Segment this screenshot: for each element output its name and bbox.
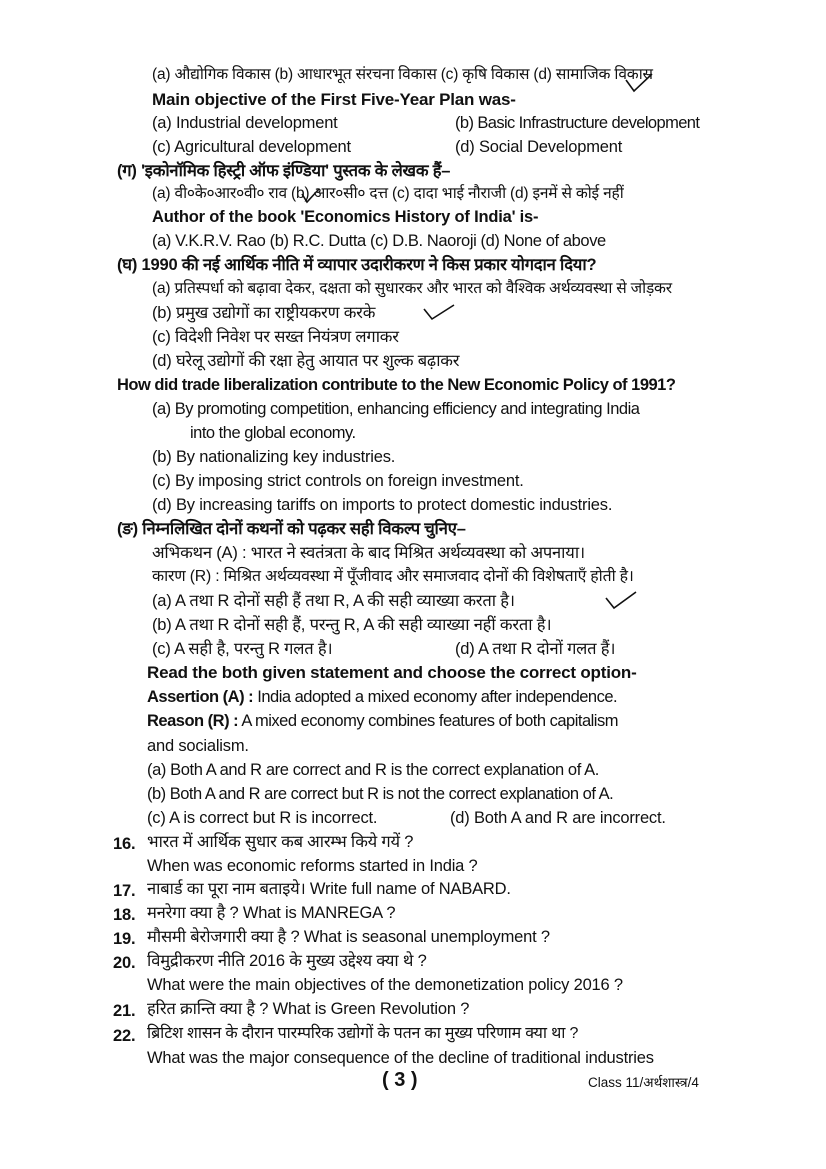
check-mark-icon [624, 72, 654, 94]
ka-english-heading: Main objective of the First Five-Year Plan was- [152, 90, 516, 109]
reason-label: Reason (R) : [147, 712, 239, 730]
gha-english-option-b: (b) By nationalizing key industries. [152, 448, 396, 466]
gha-english-option-d: (d) By increasing tariffs on imports to protect domestic industries. [152, 496, 613, 514]
question-19: मौसमी बेरोजगारी क्या है ? What is seasonal unemployment ? [147, 928, 550, 946]
gha-question-english: How did trade liberalization contribute to the New Economic Policy of 1991? [117, 376, 676, 394]
question-20-english: What were the main objectives of the demonetization policy 2016 ? [147, 976, 623, 994]
nga-assertion-english [147, 686, 617, 708]
ga-question-english: Author of the book 'Economics History of India' is- [152, 208, 539, 226]
gha-hindi-option-d: (d) घरेलू उद्योगों की रक्षा हेतु आयात पर शुल्क बढ़ाकर [152, 352, 460, 370]
ka-hindi-options: (a) औद्योगिक विकास (b) आधारभूत संरचना विकास (c) कृषि विकास (d) सामाजिक विकास [152, 66, 653, 83]
nga-english-option-b: (b) Both A and R are correct but R is not the correct explanation of A. [147, 785, 614, 803]
ga-question-hindi: (ग) 'इकोनॉमिक हिस्ट्री ऑफ इंण्डिया' पुस्तक के लेखक हैं– [117, 162, 451, 180]
ka-option-d: (d) Social Development [455, 138, 623, 156]
question-number: 20. [113, 954, 136, 972]
nga-question-english: Read the both given statement and choose the correct option- [147, 663, 637, 682]
nga-hindi-option-b: (b) A तथा R दोनों सही हैं, परन्तु R, A की सही व्याख्या नहीं करता है। [152, 616, 552, 634]
check-mark-icon [300, 188, 320, 204]
nga-english-option-a: (a) Both A and R are correct and R is the correct explanation of A. [147, 761, 599, 779]
ga-english-options: (a) V.K.R.V. Rao (b) R.C. Dutta (c) D.B. Naoroji (d) None of above [152, 232, 606, 250]
nga-hindi-option-d: (d) A तथा R दोनों गलत हैं। [455, 640, 616, 658]
check-mark-icon [422, 303, 456, 321]
gha-english-option-a-cont: into the global economy. [190, 424, 356, 442]
question-22-hindi: ब्रिटिश शासन के दौरान पारम्परिक उद्योगों के पतन का मुख्य परिणाम क्या था ? [147, 1025, 579, 1042]
question-number: 16. [113, 835, 136, 853]
gha-question-hindi: (घ) 1990 की नई आर्थिक नीति में व्यापार उदारीकरण ने किस प्रकार योगदान दिया? [117, 256, 597, 274]
nga-english-option-c: (c) A is correct but R is incorrect. [147, 809, 378, 827]
nga-reason-english-cont: and socialism. [147, 737, 249, 755]
ka-option-c: (c) Agricultural development [152, 138, 351, 156]
reason-text: A mixed economy combines features of both capitalism [238, 712, 618, 730]
question-16-hindi: भारत में आर्थिक सुधार कब आरम्भ किये गयें ? [147, 833, 414, 851]
nga-assertion-hindi: अभिकथन (A) : भारत ने स्वतंत्रता के बाद मिश्रित अर्थव्यवस्था को अपनाया। [152, 544, 585, 562]
question-21: हरित क्रान्ति क्या है ? What is Green Revolution ? [147, 1000, 470, 1018]
gha-hindi-option-c: (c) विदेशी निवेश पर सख्त नियंत्रण लगाकर [152, 328, 399, 346]
question-number: 18. [113, 906, 136, 924]
question-18: मनरेगा क्या है ? What is MANREGA ? [147, 904, 396, 922]
assertion-label: Assertion (A) : [147, 688, 254, 706]
nga-reason-english [147, 710, 618, 732]
question-number: 17. [113, 882, 136, 900]
question-number: 19. [113, 930, 136, 948]
question-number: 21. [113, 1002, 136, 1020]
gha-english-option-a: (a) By promoting competition, enhancing efficiency and integrating India [152, 400, 640, 418]
question-20-hindi: विमुद्रीकरण नीति 2016 के मुख्य उद्देश्य क्या थे ? [147, 952, 427, 970]
check-mark-icon [604, 590, 638, 610]
class-label: Class 11/अर्थशास्त्र/4 [588, 1075, 699, 1090]
ga-hindi-options: (a) वी०के०आर०वी० राव (b) आर०सी० दत्त (c) दादा भाई नौराजी (d) इनमें से कोई नहीं [152, 185, 624, 202]
gha-english-option-c: (c) By imposing strict controls on foreign investment. [152, 472, 524, 490]
question-22-english: What was the major consequence of the decline of traditional industries [147, 1049, 654, 1067]
question-17: नाबार्ड का पूरा नाम बताइये। Write full name of NABARD. [147, 880, 511, 898]
gha-hindi-option-b: (b) प्रमुख उद्योगों का राष्ट्रीयकरण करके [152, 304, 376, 322]
assertion-text: India adopted a mixed economy after independence. [253, 688, 618, 706]
ka-option-b: (b) Basic Infrastructure development [455, 114, 700, 132]
nga-question-hindi: (ङ) निम्नलिखित दोनों कथनों को पढ़कर सही विकल्प चुनिए– [117, 520, 466, 538]
question-16-english: When was economic reforms started in India ? [147, 857, 478, 875]
gha-hindi-option-a: (a) प्रतिस्पर्धा को बढ़ावा देकर, दक्षता को सुधारकर और भारत को वैश्विक अर्थव्यवस्था से जोड़कर [152, 280, 672, 297]
page-number: ( 3 ) [382, 1069, 418, 1091]
question-number: 22. [113, 1027, 136, 1045]
nga-hindi-option-c: (c) A सही है, परन्तु R गलत है। [152, 640, 333, 658]
nga-hindi-option-a: (a) A तथा R दोनों सही हैं तथा R, A की सही व्याख्या करता है। [152, 592, 515, 610]
nga-reason-hindi: कारण (R) : मिश्रित अर्थव्यवस्था में पूँजीवाद और समाजवाद दोनों की विशेषताएँ होती है। [152, 568, 634, 585]
ka-option-a: (a) Industrial development [152, 114, 338, 132]
nga-english-option-d: (d) Both A and R are incorrect. [450, 809, 666, 827]
